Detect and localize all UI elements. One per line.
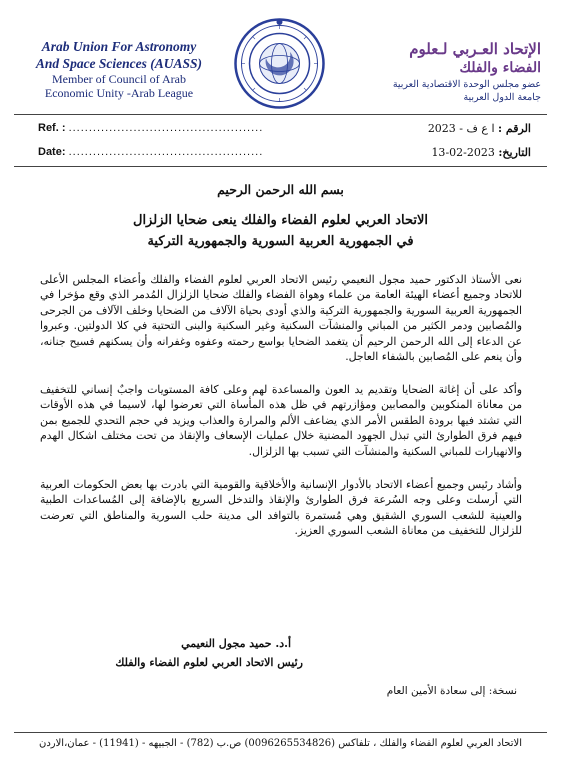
ar-date-value: 2023-02-13 xyxy=(431,146,495,159)
paragraph-1: نعى الأستاذ الدكتور حميد مجول النعيمي رئيس الاتحاد العربي لعلوم الفضاء والفلك وأعضاء المجلس الأعلى للاتحاد وجميع أعضاء الهيئة العامة من علماء وهواة الفضاء والفلك ضحايا الزلزال المُدمر الذي وقع مؤخرا في الجمهورية العربية السورية والجمهورية التركية والذي أودى بحياة الآلاف من الضحايا وخلف الآلاف من الجرحى والمُصابين ودمر الكثير من المباني والمنشآت السكنية وغير السكنية والبنى التحتية في كلا الدولتين. وعبروا عن الدعاء إلى الله الرحمن الرحيم أن يتغمد الضحايا بواسع رحمته وعفوه وغفرانه وأن يسكنهم فسيح جنانه، وأن ينعم على المُصابين بالشفاء العاجل. xyxy=(40,273,522,364)
header-divider xyxy=(14,114,547,115)
ar-date-field xyxy=(431,146,531,159)
org-sub-en-line2: Economic Unity -Arab League xyxy=(44,86,194,100)
footer-contact: الاتحاد العربي لعلوم الفضاء والفلك ، تلفاكس (0096265534826) ص.ب (782) - الجبيهه - (11941) - عمان،الاردن xyxy=(38,738,523,749)
basmala: بسم الله الرحمن الرحيم xyxy=(217,182,344,197)
date-dots: ................................................ xyxy=(68,146,264,158)
ref-label: Ref. : xyxy=(38,122,66,134)
auass-logo xyxy=(232,16,327,111)
org-name-en-line2: And Space Sciences (AUASS) xyxy=(35,56,203,71)
org-name-ar-line1: الإتحاد العـربي لـعلوم xyxy=(409,40,541,58)
org-name-en-line1: Arab Union For Astronomy xyxy=(41,39,197,54)
org-sub-ar-line1: عضو مجلس الوحدة الاقتصادية العربية xyxy=(392,79,541,90)
paragraph-2: وأكد على أن إغاثة الضحايا وتقديم يد العون والمساعدة لهم وعلى كافة المستويات واجبٌ إنساني للتخفيف من معاناة المنكوبين والمصابين ومؤازرتهم في ظل هذه المأساة التي تعرضوا لها، لاسيما في هذه الأوقات التي تشتد فيها برودة الطقس الأمر الذي يضاعف الألم والمرارة والعذاب ويزيد في حجم التحدي للجميع بمن فيهم فرق الطوارئ التي تبذل الجهود المضنية خلال عمليات الإسعاف والإنقاذ من تحت مختلف اشكال الهدم والانهيارات للمباني السكنية والمنشآت التي تسبب بها الزلزال. xyxy=(40,383,522,458)
org-name-ar-line2: الفضاء والفلك xyxy=(459,60,541,76)
meta-divider xyxy=(14,166,547,167)
ref-dots: ................................................ xyxy=(68,122,264,134)
org-sub-en-line1: Member of Council of Arab xyxy=(52,72,186,86)
letter-title-line1: الاتحاد العربي لعلوم الفضاء والفلك ينعى ضحايا الزلزال xyxy=(133,213,428,228)
ar-ref-label: الرقم : xyxy=(498,122,531,135)
ar-date-label: التاريخ: xyxy=(498,146,531,159)
paragraph-3: وأشاد رئيس وجميع أعضاء الاتحاد بالأدوار الإنسانية والأخلاقية والقومية التي بادرت بها بعض الحكومات العربية التي أرسلت وعلى وجه السُرعة فرق الطوارئ والإنقاذ والتدخل السريع بالإضافة إلى المُساعدات الطبية والعينية للشعب السوري الشقيق وهي مُستمرة بالتوافد الى مدينة حلب السورية والمناطق التي تعرضت للزلزال للتخفيف من معاناة الشعب السوري العزيز. xyxy=(40,478,522,538)
ref-field xyxy=(38,122,263,134)
signature-name: أ.د. حميد مجول النعيمي xyxy=(181,637,291,650)
letter-title-line2: في الجمهورية العربية السورية والجمهورية التركية xyxy=(147,234,414,249)
org-sub-ar-line2: جامعة الدول العربية xyxy=(463,92,541,103)
date-label: Date: xyxy=(38,146,66,158)
signature-title: رئيس الاتحاد العربي لعلوم الفضاء والفلك xyxy=(115,656,303,669)
footer-divider xyxy=(14,732,547,733)
arabic-letterhead xyxy=(341,40,541,104)
copy-to: نسخة: إلى سعادة الأمين العام xyxy=(386,685,517,697)
english-letterhead xyxy=(24,38,214,100)
date-field xyxy=(38,146,263,158)
ar-ref-value: ا ع ف - 2023 xyxy=(427,122,495,135)
ar-ref-field xyxy=(428,122,531,135)
